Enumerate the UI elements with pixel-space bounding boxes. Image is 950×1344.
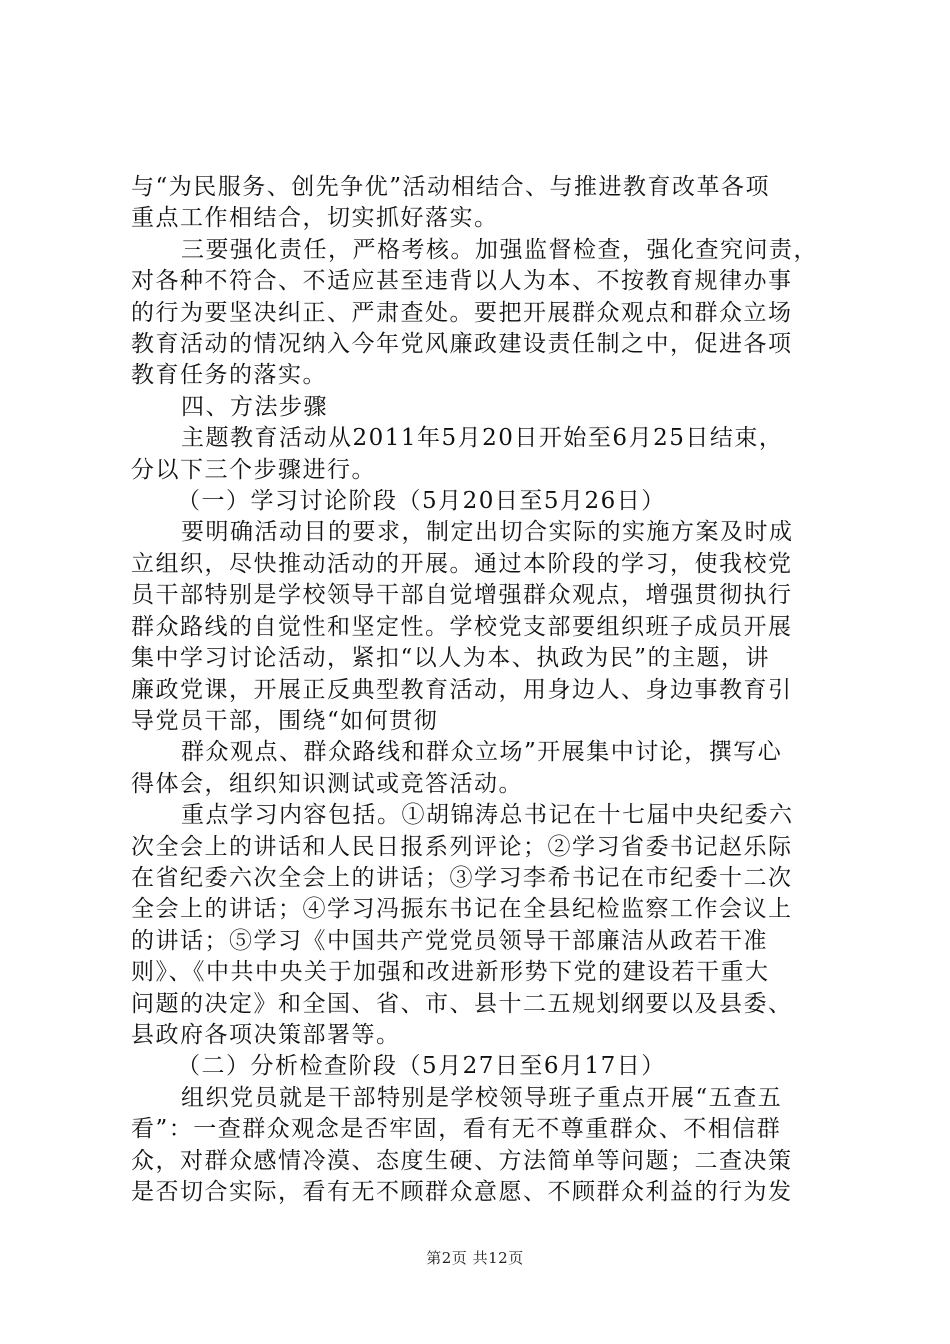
- section-heading: 四、方法步骤: [181, 393, 328, 420]
- paragraph-start: 三要强化责任，严格考核。加强监督检查，强化查究问责，: [181, 236, 818, 263]
- text-line: 次全会上的讲话和人民日报系列评论；②学习省委书记赵乐际: [131, 833, 793, 860]
- paragraph-start: 组织党员就是干部特别是学校领导班子重点开展“五查五: [181, 1084, 783, 1111]
- paragraph-start: 重点学习内容包括。①胡锦涛总书记在十七届中央纪委六: [181, 802, 794, 829]
- text-line: 教育任务的落实。: [131, 362, 327, 389]
- text-line: 导党员干部，围绕“如何贯彻: [131, 707, 439, 734]
- text-line: 对各种不符合、不适应甚至违背以人为本、不按教育规律办事: [131, 268, 793, 295]
- body-text: [131, 172, 831, 1208]
- page-number-footer: 第2页 共12页: [426, 1249, 524, 1267]
- text-line: 的讲话；⑤学习《中国共产党党员领导干部廉洁从政若干准: [131, 927, 768, 954]
- text-line: 在省纪委六次全会上的讲话；③学习李希书记在市纪委十二次: [131, 864, 793, 891]
- text-line: 与“为民服务、创先争优”活动相结合、与推进教育改革各项: [131, 174, 771, 200]
- text-line: 得体会，组织知识测试或竞答活动。: [131, 770, 523, 797]
- text-line: 是否切合实际，看有无不顾群众意愿、不顾群众利益的行为发: [131, 1179, 793, 1205]
- text-line: 则》、《中共中央关于加强和改进新形势下党的建设若干重大: [131, 959, 770, 986]
- subsection-heading: （二）分析检查阶段（5月27日至6月17日）: [177, 1053, 666, 1080]
- text-line: 问题的决定》和全国、省、市、县十二五规划纲要以及县委、: [131, 990, 793, 1017]
- text-line: 重点工作相结合，切实抓好落实。: [131, 205, 499, 232]
- text-line: 群众路线的自觉性和坚定性。学校党支部要组织班子成员开展: [131, 613, 793, 640]
- text-line: 的行为要坚决纠正、严肃查处。要把开展群众观点和群众立场: [131, 299, 793, 326]
- paragraph-start: 群众观点、群众路线和群众立场”开展集中讨论，撰写心: [181, 739, 783, 766]
- text-line: 立组织，尽快推动活动的开展。通过本阶段的学习，使我校党: [131, 550, 793, 577]
- text-line: 教育活动的情况纳入今年党风廉政建设责任制之中，促进各项: [131, 331, 793, 358]
- text-line: 廉政党课，开展正反典型教育活动，用身边人、身边事教育引: [131, 676, 793, 703]
- paragraph-start: 要明确活动目的要求，制定出切合实际的实施方案及时成: [181, 519, 794, 546]
- text-line: 员干部特别是学校领导干部自觉增强群众观点，增强贯彻执行: [131, 582, 793, 609]
- paragraph-start: 主题教育活动从2011年5月20日开始至6月25日结束，: [181, 425, 784, 452]
- text-line: 看”：一查群众观念是否牢固，看有无不尊重群众、不相信群: [131, 1116, 782, 1143]
- text-line: 全会上的讲话；④学习冯振东书记在全县纪检监察工作会议上: [131, 896, 793, 923]
- text-line: 分以下三个步骤进行。: [131, 456, 376, 483]
- text-line: 县政府各项决策部署等。: [131, 1021, 401, 1048]
- text-line: 集中学习讨论活动，紧扣“以人为本、执政为民”的主题，讲: [131, 645, 771, 672]
- subsection-heading: （一）学习讨论阶段（5月20日至5月26日）: [177, 488, 666, 515]
- text-line: 众，对群众感情冷漠、态度生硬、方法简单等问题；二查决策: [131, 1147, 793, 1174]
